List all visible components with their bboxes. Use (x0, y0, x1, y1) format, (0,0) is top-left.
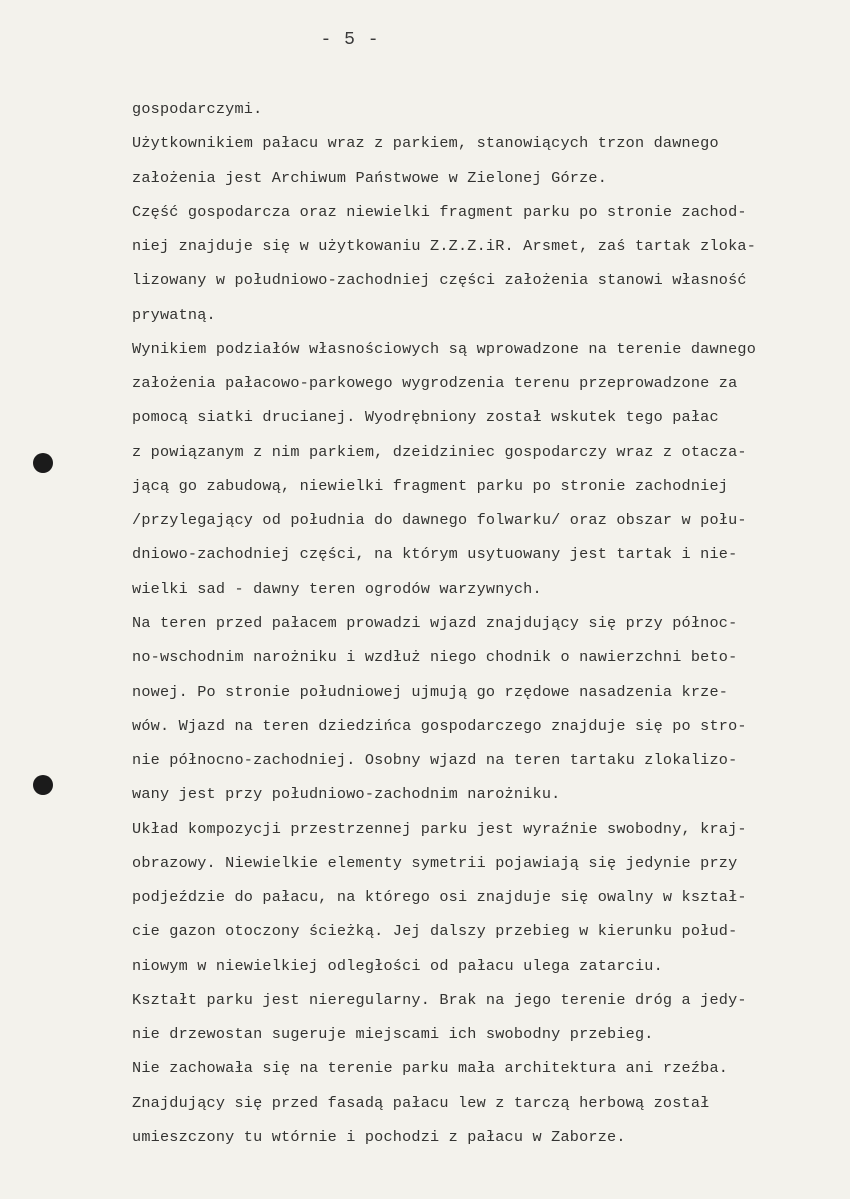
text-line: Wynikiem podziałów własnościowych są wprowadzone na terenie dawnego (132, 339, 757, 358)
text-line: umieszczony tu wtórnie i pochodzi z pałacu w Zaborze. (132, 1127, 626, 1146)
punch-hole-top (33, 453, 53, 473)
text-line: /przylegający od południa do dawnego folwarku/ oraz obszar w połu- (132, 511, 747, 530)
text-line: niej znajduje się w użytkowaniu Z.Z.Z.iR. Arsmet, zaś tartak zloka- (132, 237, 757, 256)
text-line: Układ kompozycji przestrzennej parku jest wyraźnie swobodny, kraj- (132, 819, 747, 838)
text-line: podjeździe do pałacu, na którego osi znajduje się owalny w kształ- (132, 888, 747, 907)
text-line: pomocą siatki drucianej. Wyodrębniony został wskutek tego pałac (132, 408, 719, 427)
text-line: wów. Wjazd na teren dziedzińca gospodarczego znajduje się po stro- (132, 716, 747, 735)
text-line: jącą go zabudową, niewielki fragment parku po stronie zachodniej (132, 476, 729, 495)
text-line: wielki sad - dawny teren ogrodów warzywnych. (132, 579, 542, 598)
punch-hole-bottom (33, 775, 53, 795)
typewritten-text (132, 92, 850, 1154)
text-line: Na teren przed pałacem prowadzi wjazd znajdujący się przy północ- (132, 613, 738, 632)
text-line: Użytkownikiem pałacu wraz z parkiem, stanowiących trzon dawnego (132, 134, 719, 153)
text-line: lizowany w południowo-zachodniej części założenia stanowi własność (132, 271, 747, 290)
text-line: gospodarczymi. (132, 100, 263, 118)
text-line: założenia pałacowo-parkowego wygrodzenia terenu przeprowadzone za (132, 374, 738, 393)
text-line: niowym w niewielkiej odległości od pałacu ulega zatarciu. (132, 956, 663, 975)
text-line: dniowo-zachodniej części, na którym usytuowany jest tartak i nie- (132, 545, 738, 564)
text-line: Kształt parku jest nieregularny. Brak na jego terenie dróg a jedy- (132, 990, 747, 1009)
text-line: obrazowy. Niewielkie elementy symetrii pojawiają się jedynie przy (132, 853, 738, 872)
text-line: Część gospodarcza oraz niewielki fragment parku po stronie zachod- (132, 202, 747, 221)
text-line: nowej. Po stronie południowej ujmują go rzędowe nasadzenia krze- (132, 682, 729, 701)
text-line: Znajdujący się przed fasadą pałacu lew z tarczą herbową został (132, 1093, 710, 1112)
text-line: nie północno-zachodniej. Osobny wjazd na teren tartaku zlokalizo- (132, 751, 738, 770)
text-line: wany jest przy południowo-zachodnim narożniku. (132, 785, 561, 804)
text-line: nie drzewostan sugeruje miejscami ich swobodny przebieg. (132, 1025, 654, 1044)
text-line: założenia jest Archiwum Państwowe w Zielonej Górze. (132, 168, 608, 187)
text-line: z powiązanym z nim parkiem, dzeidziniec gospodarczy wraz z otacza- (132, 442, 747, 461)
text-line: cie gazon otoczony ścieżką. Jej dalszy przebieg w kierunku połud- (132, 922, 738, 941)
text-line: no-wschodnim narożniku i wzdłuż niego chodnik o nawierzchni beto- (132, 648, 738, 667)
text-line: prywatną. (132, 305, 216, 324)
page-number: - 5 - (320, 30, 380, 50)
text-line: Nie zachowała się na terenie parku mała architektura ani rzeźba. (132, 1059, 729, 1078)
